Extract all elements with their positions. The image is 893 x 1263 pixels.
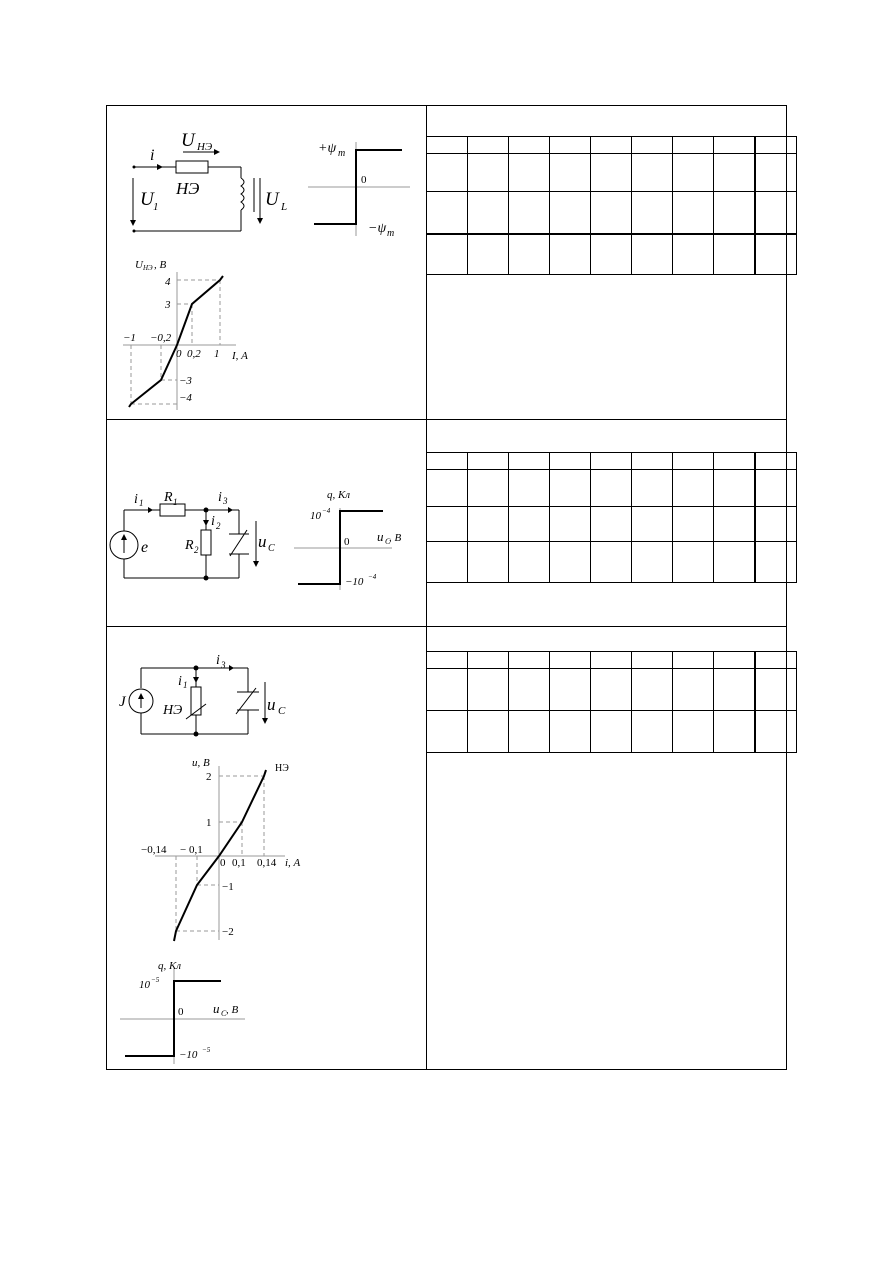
vac1-tick-x02: 0,2 (187, 348, 201, 360)
flux-neg-label: −ψ (368, 221, 387, 236)
vac3-tick-xm01: − 0,1 (180, 844, 203, 856)
q3-zero: 0 (178, 1006, 184, 1018)
i3-sub: 3 (223, 496, 228, 506)
vac1-y-sub: НЭ (143, 264, 153, 272)
uc-axis-sub: C (385, 537, 391, 546)
q-neg: −10 (345, 576, 364, 588)
vac1-y-unit: , В (154, 259, 167, 271)
vac1-tick-xm02: −0,2 (150, 332, 172, 344)
q-zero: 0 (344, 536, 350, 548)
q3-neg-exp: −5 (202, 1046, 211, 1054)
uc-axis-label: u (377, 529, 384, 544)
vac3-tick-x014: 0,14 (257, 857, 277, 869)
row-divider-2 (107, 626, 786, 627)
vac1-tick-x1: 1 (214, 348, 220, 360)
vac3-tick-ym2: −2 (222, 926, 234, 938)
q-pos: 10 (310, 510, 321, 522)
r1-label: R (164, 490, 173, 505)
answer-grid-3 (426, 651, 797, 753)
i3-label-3: i (216, 653, 220, 668)
vac1-tick-y4: 4 (165, 276, 171, 288)
vac3-tick-xm014: −0,14 (141, 844, 167, 856)
vac1-tick-y3: 3 (165, 299, 171, 311)
vac1-tick-xm1: −1 (123, 332, 136, 344)
source-voltage-sub: 1 (153, 201, 159, 213)
q-pos-exp: −4 (322, 507, 331, 515)
current-label-i: i (150, 147, 155, 164)
i1-label: i (134, 492, 138, 507)
answer-grid-2 (426, 452, 797, 583)
i3-label: i (218, 490, 222, 505)
uc-sub: C (268, 543, 275, 554)
inductor-voltage-label: U (265, 189, 279, 210)
element-name-3: НЭ (163, 703, 183, 718)
q-label: q, Кл (327, 489, 351, 501)
uc-axis-unit: , В (389, 532, 402, 544)
uc3-axis-label: u (213, 1001, 220, 1016)
flux-zero: 0 (361, 174, 367, 186)
r2-sub: 2 (194, 545, 199, 555)
vac1-y-label: U (135, 259, 143, 271)
q3-neg: −10 (179, 1049, 198, 1061)
inductor-voltage-sub: L (281, 201, 288, 213)
vac3-tick-y2: 2 (206, 771, 212, 783)
element-voltage-label: U (181, 130, 195, 151)
flux-pos-sub: m (338, 148, 346, 159)
vac1-tick-ym3: −3 (179, 375, 192, 387)
flux-pos-label: +ψ (318, 141, 337, 156)
vac1-tick-ym4: −4 (179, 392, 192, 404)
r1-sub: 1 (173, 497, 178, 507)
element-name-label: НЭ (176, 179, 200, 198)
uc3-axis-unit: , В (226, 1004, 239, 1016)
q-neg-exp: −4 (368, 573, 377, 581)
answer-grid-1 (426, 136, 797, 275)
vac3-x-label: i, А (285, 857, 301, 869)
vac3-curve-label: НЭ (275, 763, 289, 774)
uc-label-3: u (267, 695, 276, 714)
i1-sub-3: 1 (183, 680, 188, 690)
i2-label: i (211, 514, 215, 529)
i2-sub: 2 (216, 521, 221, 531)
vac3-tick-ym1: −1 (222, 881, 234, 893)
r2-label: R (185, 538, 194, 553)
q3-label: q, Кл (158, 960, 182, 972)
vac3-y-label: u, В (192, 757, 210, 769)
i1-sub: 1 (139, 498, 144, 508)
uc-sub-3: C (278, 705, 286, 717)
element-voltage-sub: НЭ (197, 141, 213, 153)
vac3-tick-x01: 0,1 (232, 857, 246, 869)
i3-sub-3: 3 (221, 660, 226, 670)
source-j-label: J (119, 694, 126, 710)
uc3-axis-sub: C (221, 1009, 227, 1018)
vac1-x-label: I, А (232, 350, 248, 362)
vac1-tick-x0: 0 (176, 348, 182, 360)
source-voltage-label: U (140, 189, 154, 210)
flux-neg-sub: m (387, 228, 395, 239)
vac3-tick-x0: 0 (220, 857, 226, 869)
q3-pos: 10 (139, 979, 150, 991)
row-divider-1 (107, 419, 786, 420)
emf-label: e (141, 539, 149, 556)
vac3-tick-y1: 1 (206, 817, 212, 829)
i1-label-3: i (178, 674, 182, 689)
uc-label: u (258, 532, 267, 551)
q3-pos-exp: −5 (151, 976, 160, 984)
